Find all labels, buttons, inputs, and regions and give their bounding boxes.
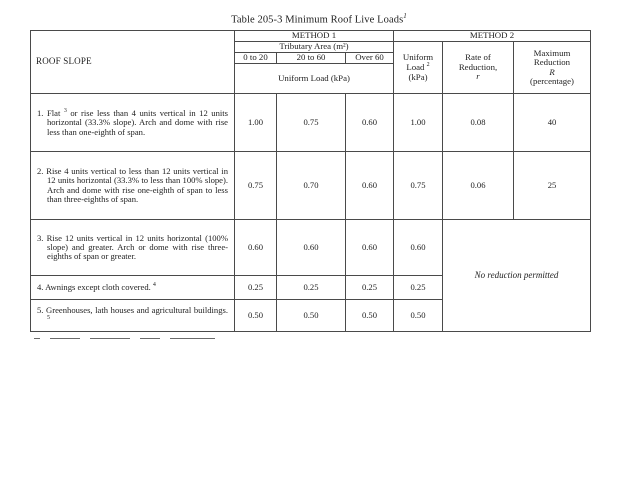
row-3-m1-0-20: 0.60	[235, 220, 277, 276]
row-4-m2-uniform: 0.25	[394, 276, 443, 300]
table-row-3	[31, 220, 591, 276]
header-row-1	[31, 31, 591, 42]
row-4-m1-0-20: 0.25	[235, 276, 277, 300]
row-2-description	[31, 152, 235, 220]
row-5-m1-0-20: 0.50	[235, 300, 277, 332]
header-0-to-20: 0 to 20	[235, 53, 277, 64]
row-5-m1-over-60: 0.50	[346, 300, 394, 332]
row-4-desc-footnote: 4	[152, 282, 156, 289]
table-title	[0, 12, 638, 26]
header-rate-of-reduction	[443, 42, 514, 94]
trace-mark	[90, 338, 130, 339]
roof-live-loads-table	[30, 30, 591, 332]
header-tributary-area: Tributary Area (m²)	[235, 42, 394, 53]
trace-mark	[170, 338, 215, 339]
header-rate-line3: r	[476, 71, 480, 82]
header-uniform-load-line3: (kPa)	[408, 71, 428, 82]
row-1-m2-rate: 0.08	[443, 94, 514, 152]
header-max-line1: Maximum	[533, 47, 571, 58]
header-roof-slope: ROOF SLOPE	[31, 31, 235, 94]
trace-mark	[140, 338, 160, 339]
row-2-m2-max: 25	[514, 152, 591, 220]
row-5-desc-footnote: 5	[47, 315, 50, 322]
row-3-desc-text: 3. Rise 12 units vertical in 12 units horizontal (100% slope) and greater. Arch or dome with rise three-eighths of span or greater.	[37, 232, 228, 262]
row-2-m2-uniform: 0.75	[394, 152, 443, 220]
row-1-desc-text-a: 1. Flat	[37, 108, 64, 118]
row-3-m1-20-60: 0.60	[277, 220, 346, 276]
header-maximum-reduction	[514, 42, 591, 94]
header-max-line4: (percentage)	[530, 76, 574, 86]
row-2-m2-rate: 0.06	[443, 152, 514, 220]
row-2-m1-over-60: 0.60	[346, 152, 394, 220]
table-title-footnote: 1	[403, 12, 407, 20]
cropped-next-row-trace	[30, 338, 590, 342]
row-3-m2-uniform: 0.60	[394, 220, 443, 276]
header-uniform-load-footnote: 2	[426, 62, 430, 69]
table-row-2	[31, 152, 591, 220]
row-4-desc-text: 4. Awnings except cloth covered.	[37, 282, 153, 293]
row-5-m1-20-60: 0.50	[277, 300, 346, 332]
row-2-m1-0-20: 0.75	[235, 152, 277, 220]
row-2-desc-text: 2. Rise 4 units vertical to less than 12 units vertical in 12 units horizontal (33.3% to less than 100% slope). Arch and dome with rise one-eighth of span to less than three-eighths of span.	[37, 165, 228, 204]
row-1-m1-20-60: 0.75	[277, 94, 346, 152]
row-4-m1-over-60: 0.25	[346, 276, 394, 300]
row-5-description	[31, 300, 235, 332]
row-1-m1-over-60: 0.60	[346, 94, 394, 152]
row-2-m1-20-60: 0.70	[277, 152, 346, 220]
row-1-description	[31, 94, 235, 152]
row-4-m1-20-60: 0.25	[277, 276, 346, 300]
header-20-to-60: 20 to 60	[277, 53, 346, 64]
header-uniform-load-line2: Load	[406, 62, 425, 73]
header-uniform-load	[394, 42, 443, 94]
header-max-line2: Reduction	[533, 57, 571, 67]
header-method-2: METHOD 2	[394, 31, 591, 42]
row-5-desc-text: 5. Greenhouses, lath houses and agricultural buildings.	[37, 304, 228, 315]
header-uniform-load-line1: Uniform	[402, 51, 434, 62]
trace-mark	[50, 338, 80, 339]
trace-mark	[34, 338, 40, 339]
header-uniform-load-kpa: Uniform Load (kPa)	[235, 64, 394, 94]
row-3-description	[31, 220, 235, 276]
row-1-m2-uniform: 1.00	[394, 94, 443, 152]
row-5-m2-uniform: 0.50	[394, 300, 443, 332]
header-rate-line1: Rate of	[465, 52, 491, 63]
row-4-description	[31, 276, 235, 300]
header-rate-line2: Reduction,	[458, 61, 498, 72]
row-3-m1-over-60: 0.60	[346, 220, 394, 276]
row-1-m2-max: 40	[514, 94, 591, 152]
header-method-1: METHOD 1	[235, 31, 394, 42]
header-max-line3: R	[549, 66, 555, 77]
row-1-desc-footnote: 3	[63, 108, 67, 115]
table-title-text: Table 205-3 Minimum Roof Live Loads	[231, 14, 404, 26]
header-over-60: Over 60	[346, 53, 394, 64]
table-row-1	[31, 94, 591, 152]
row-1-desc-text-b: or rise less than 4 units vertical in 12 units horizontal (33.3% slope). Arch and dome with rise less than one-eighth of span.	[47, 108, 228, 137]
row-1-m1-0-20: 1.00	[235, 94, 277, 152]
no-reduction-permitted: No reduction permitted	[443, 220, 591, 332]
table-container	[30, 30, 590, 332]
